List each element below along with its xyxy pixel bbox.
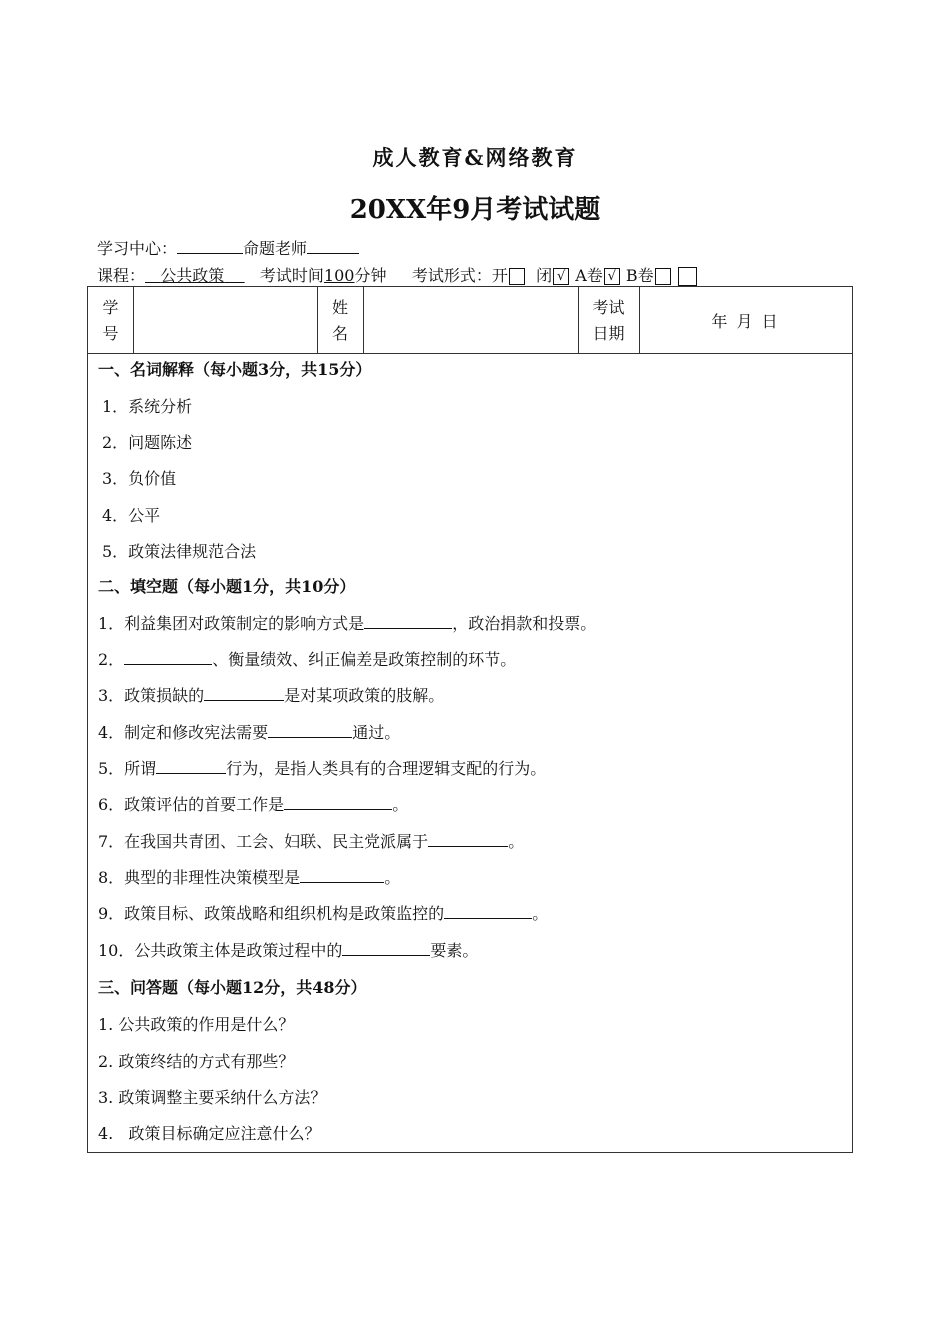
- section-3-heading: 三、问答题（每小题12分，共48分）: [98, 978, 367, 997]
- learning-center-blank[interactable]: [177, 237, 243, 254]
- fill-blank[interactable]: [300, 867, 384, 883]
- exam-date-label: 考试 日期: [592, 298, 625, 343]
- term-item: 5．政策法律规范合法: [102, 542, 257, 561]
- paper-a-label: A卷: [575, 266, 603, 285]
- closed-checkbox[interactable]: √: [553, 268, 569, 285]
- fill-item: 9．政策目标、政策战略和组织机构是政策监控的 。: [98, 904, 549, 923]
- fill-item: 6．政策评估的首要工作是 。: [98, 795, 409, 814]
- learning-center-label: 学习中心：: [97, 239, 178, 258]
- fill-item: 7．在我国共青团、工会、妇联、民主党派属于 。: [98, 832, 525, 851]
- name-field[interactable]: [364, 287, 578, 353]
- exam-form-label: 考试形式：开: [411, 266, 508, 285]
- exam-time-value: 100: [323, 266, 355, 285]
- fill-blank[interactable]: [204, 685, 284, 701]
- student-id-field[interactable]: [134, 287, 317, 353]
- closed-label: 闭: [536, 266, 553, 285]
- exam-date-field[interactable]: 年 月 日: [711, 312, 780, 331]
- open-checkbox[interactable]: [509, 268, 525, 285]
- course-label: 课程：: [97, 266, 146, 285]
- fill-item: 3．政策损缺的 是对某项政策的肢解。: [98, 686, 445, 705]
- paper-b-label: B卷: [625, 266, 654, 285]
- fill-item: 2． 、衡量绩效、纠正偏差是政策控制的环节。: [98, 650, 517, 669]
- question-item: 3. 政策调整主要采纳什么方法？: [98, 1088, 327, 1107]
- teacher-blank[interactable]: [307, 237, 359, 254]
- name-label: 姓 名: [331, 298, 348, 343]
- question-item: 2. 政策终结的方式有那些？: [98, 1052, 295, 1071]
- section-2-heading: 二、填空题（每小题1分，共10分）: [98, 577, 356, 596]
- fill-item: 5．所谓 行为，是指人类具有的合理逻辑支配的行为。: [98, 759, 547, 778]
- term-item: 1．系统分析: [102, 397, 193, 416]
- fill-blank[interactable]: [124, 649, 212, 665]
- fill-item: 1．利益集团对政策制定的影响方式是 ，政治捐款和投票。: [98, 614, 597, 633]
- exam-subtitle: 成人教育&网络教育: [372, 145, 578, 170]
- fill-blank[interactable]: [364, 613, 452, 629]
- fill-item: 10．公共政策主体是政策过程中的 要素。: [98, 941, 479, 960]
- paper-b-checkbox[interactable]: [655, 268, 671, 285]
- fill-blank[interactable]: [284, 794, 392, 810]
- term-item: 2．问题陈述: [102, 433, 193, 452]
- paper-a-checkbox[interactable]: √: [604, 268, 620, 285]
- question-item: 4. 政策目标确定应注意什么？: [98, 1124, 321, 1143]
- header-line-1: [97, 236, 359, 259]
- student-id-label: 学 号: [102, 298, 119, 343]
- section-1-heading: 一、名词解释（每小题3分，共15分）: [98, 360, 372, 379]
- exam-table: [87, 286, 853, 1153]
- exam-time-unit: 分钟: [354, 266, 387, 285]
- extra-checkbox[interactable]: [678, 267, 697, 286]
- fill-blank[interactable]: [428, 831, 508, 847]
- header-line-2: [97, 263, 698, 286]
- student-info-row: [88, 287, 852, 354]
- term-item: 3．负价值: [102, 469, 177, 488]
- fill-item: 4．制定和修改宪法需要 通过。: [98, 723, 401, 742]
- fill-blank[interactable]: [444, 903, 532, 919]
- fill-blank[interactable]: [342, 940, 430, 956]
- term-item: 4．公平: [102, 506, 161, 525]
- teacher-label: 命题老师: [243, 239, 308, 258]
- fill-blank[interactable]: [156, 758, 226, 774]
- exam-time-label: 考试时间: [259, 266, 324, 285]
- course-value: 公共政策: [160, 266, 225, 285]
- question-item: 1. 公共政策的作用是什么？: [98, 1015, 295, 1034]
- exam-title: 20XX年9月考试试题: [349, 195, 601, 225]
- fill-blank[interactable]: [268, 722, 352, 738]
- fill-item: 8．典型的非理性决策模型是 。: [98, 868, 401, 887]
